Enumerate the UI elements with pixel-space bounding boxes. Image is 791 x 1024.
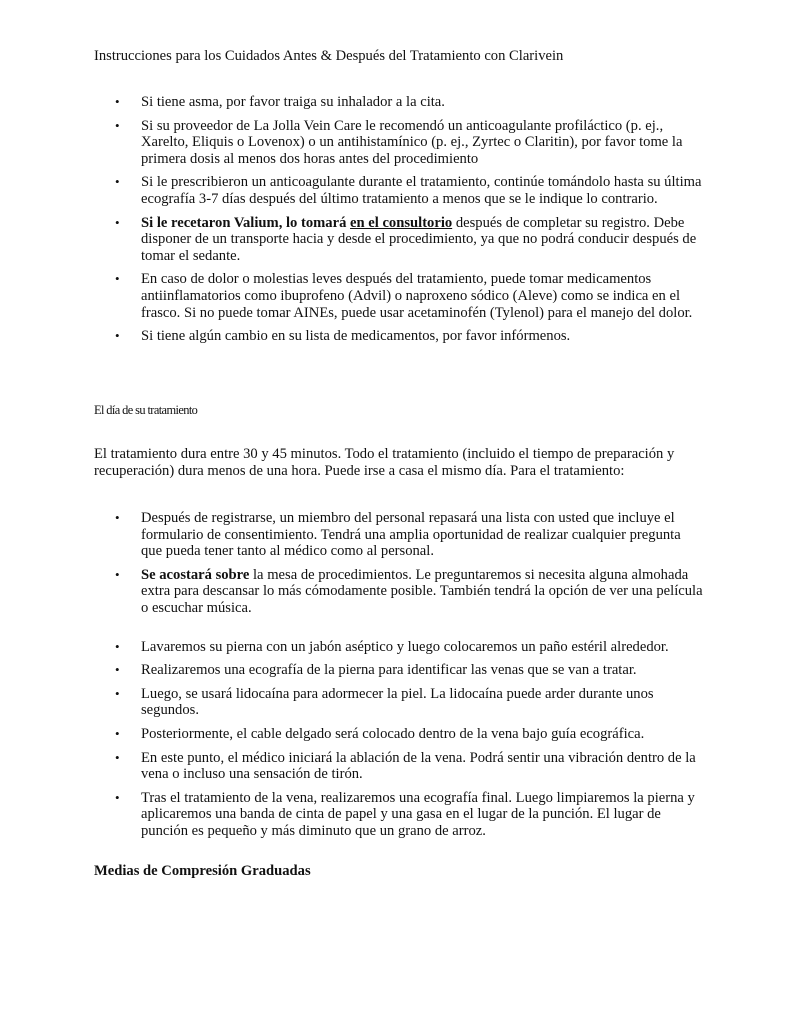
bullet-icon: • <box>115 725 120 741</box>
list-item: • En caso de dolor o molestias leves después del tratamiento, puede tomar medicamentos antiinflamatorios como ibuprofeno (Advil) o naproxeno sódico (Aleve) como se indica en el frasco. Si no puede tomar AINEs, puede usar acetaminofén (Tylenol) para el manejo del dolor. <box>115 271 693 321</box>
valium-bold-text: Si le recetaron Valium, lo tomará <box>141 214 351 231</box>
list-item: • Si le prescribieron un anticoagulante durante el tratamiento, continúe tomándolo hasta su última ecografía 3-7 días después del último tratamiento a menos que se le indique lo contrario. <box>115 174 702 207</box>
list-item: • Si tiene asma, por favor traiga su inhalador a la cita. <box>115 94 445 110</box>
bullet-icon: • <box>115 271 120 287</box>
bullet-icon: • <box>115 94 120 109</box>
list-item: • Posteriormente, el cable delgado será colocado dentro de la vena bajo guía ecográfica. <box>115 725 645 742</box>
list-item: • Tras el tratamiento de la vena, realizaremos una ecografía final. Luego limpiaremos la pierna y aplicaremos una banda de cinta de papel y una gasa en el lugar de la punción. El lugar de punción es pequeño y más diminuto que un grano de arroz. <box>115 789 695 839</box>
office-underlined-text: en el consultorio <box>350 214 453 231</box>
bullet-icon: • <box>115 174 120 190</box>
bullet-icon: • <box>115 749 120 765</box>
compression-stockings-heading: Medias de Compresión Graduadas <box>94 863 311 879</box>
list-item: • Realizaremos una ecografía de la pierna para identificar las venas que se van a tratar. <box>115 662 637 679</box>
list-item: • Si tiene algún cambio en su lista de medicamentos, por favor infórmenos. <box>115 328 571 345</box>
document-title: Instrucciones para los Cuidados Antes & Después del Tratamiento con Clarivein <box>94 48 564 64</box>
lie-down-bold-text: Se acostará sobre <box>141 566 250 583</box>
list-item: • Si le recetaron Valium, lo tomará en el consultorio después de completar su registro. Debe disponer de un transporte hacia y desde el procedimiento, ya que no podrá conducir después de tomar el sedante. <box>115 214 697 264</box>
bullet-icon: • <box>115 566 120 582</box>
bullet-icon: • <box>115 789 120 805</box>
list-item: • Luego, se usará lidocaína para adormecer la piel. La lidocaína puede arder durante unos segundos. <box>115 685 654 719</box>
treatment-day-heading: El día de su tratamiento <box>94 403 198 417</box>
list-item: • En este punto, el médico iniciará la ablación de la vena. Podrá sentir una vibración dentro de la vena o incluso una sensación de tirón. <box>115 749 696 783</box>
before-treatment-list <box>0 94 703 345</box>
bullet-icon: • <box>115 662 120 678</box>
bullet-icon: • <box>115 510 120 525</box>
bullet-icon: • <box>115 214 120 230</box>
list-item: • Se acostará sobre la mesa de procedimientos. Le preguntaremos si necesita alguna almohada extra para descansar lo más cómodamente posible. También tendrá la opción de ver una película o escuchar música. <box>115 566 703 616</box>
bullet-icon: • <box>115 638 120 654</box>
bullet-icon: • <box>115 685 120 701</box>
treatment-steps-list <box>0 510 703 840</box>
bullet-icon: • <box>115 328 120 344</box>
list-item: • Lavaremos su pierna con un jabón aséptico y luego colocaremos un paño estéril alrededor. <box>115 638 669 655</box>
list-item: • Si su proveedor de La Jolla Vein Care le recomendó un anticoagulante profiláctico (p. ej., Xarelto, Eliquis o Lovenox) o un antihistamínico (p. ej., Zyrtec o Claritin), por favor tome la primera dosis al menos dos horas antes del procedimiento <box>115 117 683 167</box>
list-item: • Después de registrarse, un miembro del personal repasará una lista con usted que incluye el formulario de consentimiento. Tendrá una amplia oportunidad de realizar cualquier pregunta que pueda tener tanto al médico como al personal. <box>115 510 681 560</box>
bullet-icon: • <box>115 117 120 133</box>
treatment-intro-paragraph: El tratamiento dura entre 30 y 45 minutos. Todo el tratamiento (incluido el tiempo de preparación y recuperación) dura menos de una hora. Puede irse a casa el mismo día. Para el tratamiento: <box>94 446 675 479</box>
